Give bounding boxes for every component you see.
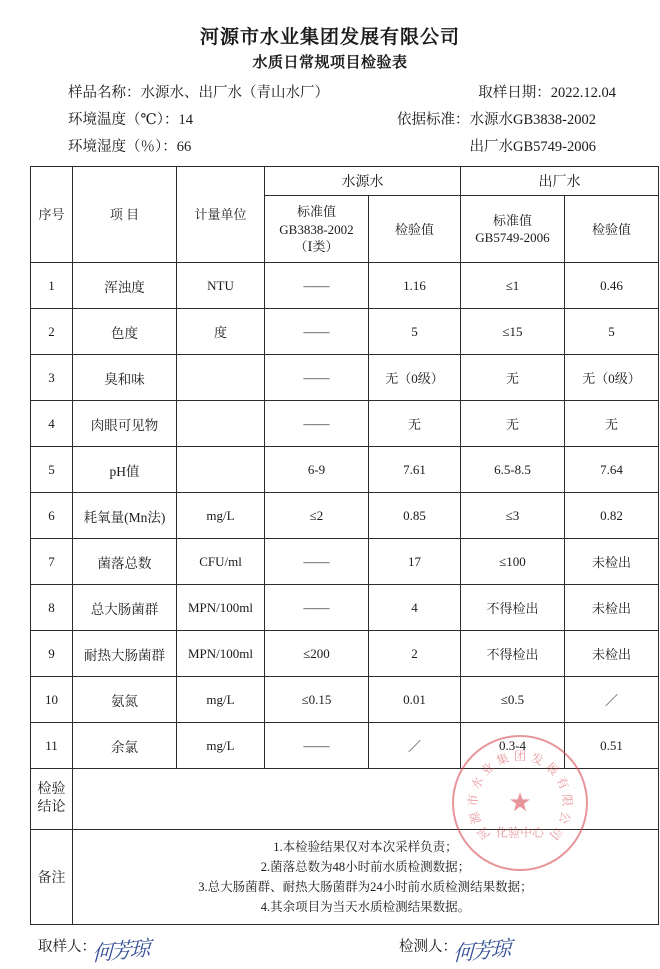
sampler-signature: 何芳琼 (91, 936, 150, 967)
cell-std-finished: 无 (461, 355, 565, 401)
cell-std-source: —— (265, 309, 369, 355)
cell-unit: mg/L (177, 723, 265, 769)
header-unit: 计量单位 (177, 167, 265, 263)
header-group-finished-water: 出厂水 (461, 167, 659, 196)
header-standard-finished: 标准值 GB5749-2006 (461, 196, 565, 263)
table-row (31, 401, 659, 447)
cell-no: 10 (31, 677, 73, 723)
cell-no: 9 (31, 631, 73, 677)
cell-unit: 度 (177, 309, 265, 355)
table-row (31, 539, 659, 585)
cell-no: 1 (31, 263, 73, 309)
cell-val-source: 7.61 (369, 447, 461, 493)
cell-val-finished: 无 (565, 401, 659, 447)
cell-val-source: 5 (369, 309, 461, 355)
cell-val-finished: 无（0级） (565, 355, 659, 401)
cell-std-source: —— (265, 355, 369, 401)
cell-val-finished: 5 (565, 309, 659, 355)
cell-val-source: ／ (369, 723, 461, 769)
cell-no: 8 (31, 585, 73, 631)
remark-label: 备注 (31, 830, 73, 925)
cell-std-finished: 不得检出 (461, 631, 565, 677)
conclusion-row (31, 769, 659, 830)
cell-unit: mg/L (177, 493, 265, 539)
cell-no: 6 (31, 493, 73, 539)
cell-std-finished: 不得检出 (461, 585, 565, 631)
environment-humidity: 环境湿度（％）：66 (68, 138, 192, 155)
cell-std-finished: 6.5-8.5 (461, 447, 565, 493)
cell-val-finished: 未检出 (565, 631, 659, 677)
table-row (31, 585, 659, 631)
cell-no: 5 (31, 447, 73, 493)
tester-signature: 何芳琼 (452, 936, 511, 967)
cell-val-source: 0.01 (369, 677, 461, 723)
table-group-header-row (31, 167, 659, 196)
meta-row-temperature (68, 107, 630, 134)
cell-no: 3 (31, 355, 73, 401)
cell-std-finished: ≤1 (461, 263, 565, 309)
cell-unit (177, 401, 265, 447)
standard-basis-finished: 出厂水GB5749-2006 (469, 138, 596, 155)
cell-item: 色度 (73, 309, 177, 355)
table-row (31, 263, 659, 309)
cell-val-source: 0.85 (369, 493, 461, 539)
table-row (31, 493, 659, 539)
cell-std-source: —— (265, 539, 369, 585)
cell-item: 菌落总数 (73, 539, 177, 585)
cell-std-finished: 无 (461, 401, 565, 447)
form-title: 水质日常规项目检验表 (252, 55, 408, 71)
header-value-source: 检验值 (369, 196, 461, 263)
cell-val-finished: 0.51 (565, 723, 659, 769)
cell-std-finished: 0.3-4 (461, 723, 565, 769)
cell-val-finished: 7.64 (565, 447, 659, 493)
header-standard-source: 标准值 GB3838-2002 （Ⅰ类） (265, 196, 369, 263)
remark-text: 1.本检验结果仅对本次采样负责； 2.菌落总数为48小时前水质检测数据； 3.总大肠菌群、耐热大肠菌群为24小时前水质检测结果数据； 4.其余项目为当天水质检测结果数据。 (73, 830, 659, 925)
cell-item: 余氯 (73, 723, 177, 769)
cell-no: 7 (31, 539, 73, 585)
cell-std-finished: ≤0.5 (461, 677, 565, 723)
cell-no: 4 (31, 401, 73, 447)
cell-val-source: 17 (369, 539, 461, 585)
cell-no: 11 (31, 723, 73, 769)
cell-std-finished: ≤3 (461, 493, 565, 539)
meta-block (68, 80, 630, 160)
cell-val-source: 4 (369, 585, 461, 631)
table-row (31, 355, 659, 401)
water-quality-table (30, 166, 659, 925)
cell-std-source: —— (265, 263, 369, 309)
cell-unit: MPN/100ml (177, 631, 265, 677)
sample-date: 取样日期：2022.12.04 (478, 85, 616, 101)
header-item: 项 目 (73, 167, 177, 263)
cell-unit (177, 447, 265, 493)
star-icon: ★ (508, 788, 532, 817)
standard-basis-source: 依据标准：水源水GB3838-2002 (397, 111, 596, 128)
cell-val-finished: 未检出 (565, 585, 659, 631)
cell-std-source: ≤2 (265, 493, 369, 539)
tester-label: 检测人： (399, 939, 457, 956)
cell-item: 浑浊度 (73, 263, 177, 309)
signature-footer (30, 935, 630, 965)
cell-std-source: ≤0.15 (265, 677, 369, 723)
cell-item: 耐热大肠菌群 (73, 631, 177, 677)
meta-row-humidity (68, 134, 630, 161)
stamp-ring-text: 河 源 市 水 业 集 团 发 展 有 限 公 司 (465, 749, 575, 843)
cell-item: pH值 (73, 447, 177, 493)
table-row (31, 447, 659, 493)
table-row (31, 723, 659, 769)
company-title: 河源市水业集团发展有限公司 (199, 27, 460, 48)
cell-val-finished: 0.82 (565, 493, 659, 539)
cell-item: 耗氧量(Mn法) (73, 493, 177, 539)
cell-std-source: —— (265, 401, 369, 447)
cell-unit: CFU/ml (177, 539, 265, 585)
environment-temperature: 环境温度（℃）：14 (68, 111, 193, 128)
table-row (31, 309, 659, 355)
cell-val-finished: 0.46 (565, 263, 659, 309)
cell-unit: MPN/100ml (177, 585, 265, 631)
cell-item: 氨氮 (73, 677, 177, 723)
cell-item: 总大肠菌群 (73, 585, 177, 631)
cell-std-source: —— (265, 585, 369, 631)
cell-val-finished: ／ (565, 677, 659, 723)
cell-item: 肉眼可见物 (73, 401, 177, 447)
cell-std-finished: ≤100 (461, 539, 565, 585)
remark-row (31, 830, 659, 925)
cell-unit: mg/L (177, 677, 265, 723)
conclusion-label: 检验 结论 (31, 769, 73, 830)
cell-unit (177, 355, 265, 401)
cell-item: 臭和味 (73, 355, 177, 401)
cell-val-source: 无 (369, 401, 461, 447)
cell-val-finished: 未检出 (565, 539, 659, 585)
cell-std-source: ≤200 (265, 631, 369, 677)
cell-val-source: 1.16 (369, 263, 461, 309)
cell-unit: NTU (177, 263, 265, 309)
cell-val-source: 无（0级） (369, 355, 461, 401)
cell-std-finished: ≤15 (461, 309, 565, 355)
sampler-label: 取样人： (38, 939, 96, 956)
conclusion-value (73, 769, 659, 830)
table-row (31, 677, 659, 723)
cell-std-source: 6-9 (265, 447, 369, 493)
sample-name: 样品名称：水源水、出厂水（青山水厂） (68, 85, 329, 101)
header-group-source-water: 水源水 (265, 167, 461, 196)
cell-std-source: —— (265, 723, 369, 769)
cell-val-source: 2 (369, 631, 461, 677)
meta-row-sample (68, 80, 630, 107)
table-row (31, 631, 659, 677)
stamp-center-text: 化验中心 (495, 825, 545, 840)
cell-no: 2 (31, 309, 73, 355)
header-no: 序号 (31, 167, 73, 263)
header-value-finished: 检验值 (565, 196, 659, 263)
